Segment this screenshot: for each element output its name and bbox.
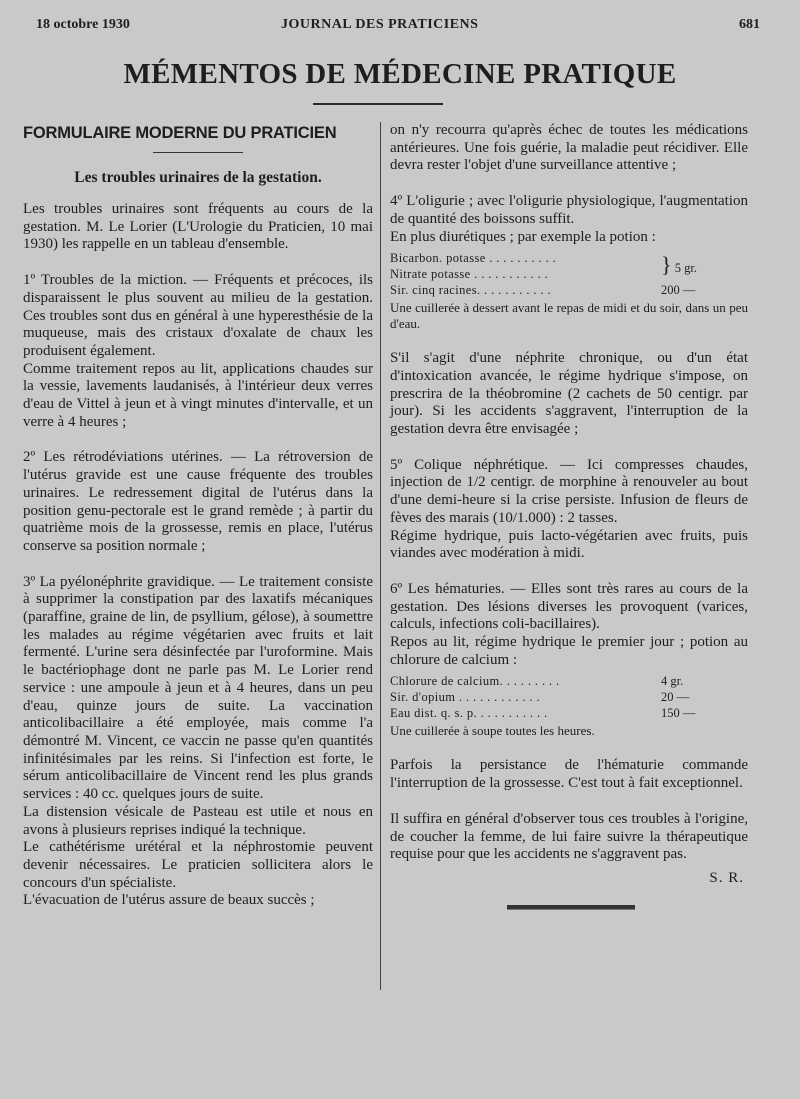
prescription-row: [390, 250, 697, 266]
paragraph-distension: La distension vésicale de Pasteau est utile et nous en avons à plusieurs reprises indiqué la technique.: [23, 803, 373, 838]
paragraph-retrodeviations: 2º Les rétrodéviations utérines. — La rétroversion de l'utérus gravide est une cause fréquente des troubles urinaires. Le redressement digital de l'utérus dans la position genu-pectorale est le grand remède ; à partir du quatrième mois de la grossesse, remis en place, l'utérus conserve sa position normale ;: [23, 449, 373, 554]
paragraph-oligurie: 4º L'oligurie ; avec l'oligurie physiologique, l'augmentation de quantité des boissons suffit.: [390, 193, 748, 227]
paragraph-conclusion: Il suffira en général d'observer tous ces troubles à l'origine, de coucher la femme, de lui faire suivre la thérapeutique requise pour que les accidents ne s'aggravent pas.: [390, 810, 748, 863]
left-column: [23, 122, 373, 910]
ingredient: Sir. d'opium . . . . . . . . . . . .: [390, 690, 540, 705]
journal-name: JOURNAL DES PRATICIENS: [281, 17, 479, 32]
ingredient: Bicarbon. potasse . . . . . . . . . .: [390, 251, 557, 266]
paragraph-hematuries: 6º Les hématuries. — Elles sont très rares au cours de la gestation. Des lésions diverses les provoquent (varices, calculs, infections coli-bacillaires).: [390, 580, 748, 633]
paragraph-diuretiques: En plus diurétiques ; par exemple la potion :: [390, 228, 656, 245]
paragraph-colique: 5º Colique néphrétique. — Ici compresses chaudes, injection de 1/2 centigr. de morphine à renouveler au bout d'une demi-heure si la crise persiste. Infusion de fleurs de fèves des marais (10/1.000) : 2 tasses.: [390, 456, 748, 526]
paragraph-catheterisme: Le cathétérisme urétéral et la néphrostomie peuvent devenir nécessaires. Le praticien sollicitera alors le concours d'un spécialiste.: [23, 839, 373, 891]
paragraph-pyelonephrite: 3º La pyélonéphrite gravidique. — Le traitement consiste à supprimer la constipation par des laxatifs mécaniques (paraffine, graine de lin, de psyllium, gélose), à soumettre les malades au régime végétarien avec fruits et lait fermenté. L'urine sera désinfectée par l'uroformine. Mais le bactériophage dont ne parle pas M. Le Lorier rend service : une ampoule à jeun et à 4 heures, dans un peu d'eau, quinze jours de suite. La vaccination anticolibacillaire a été employée, mais comme l'a démontré M. Vincent, ce vaccin ne passe qu'en quantités infinitésimales par les reins. Si l'infection est forte, le sérum anticolibacillaire de Vincent rend les plus grands services : 40 cc. quelques jours de suite.: [23, 573, 373, 803]
running-head: [36, 17, 760, 35]
prescription-row: [390, 282, 697, 298]
issue-date: 18 octobre 1930: [36, 17, 130, 32]
paragraph-regime: Régime hydrique, puis lacto-végétarien avec fruits, puis viandes avec modération à midi.: [390, 527, 748, 562]
ingredient: Chlorure de calcium. . . . . . . . .: [390, 674, 560, 689]
article-title: Les troubles urinaires de la gestation.: [74, 169, 322, 186]
paragraph-nephrite: S'il s'agit d'une néphrite chronique, ou d'un état d'intoxication avancée, le régime hydrique s'impose, on prescrira de la théobromine (2 cachets de 50 centigr. par jour). Si les accidents s'aggravent, l'interruption de la gestation devra être envisagée ;: [390, 350, 748, 438]
dose: 200 —: [661, 283, 696, 298]
intro-paragraph: Les troubles urinaires sont fréquents au cours de la gestation. M. Le Lorier (L'Urologie du Praticien, 10 mai 1930) les rappelle en un tableau d'ensemble.: [23, 201, 373, 253]
prescription-note: Une cuillerée à soupe toutes les heures.: [390, 723, 595, 739]
end-rule: [507, 905, 635, 910]
dose-shared: } 5 gr.: [661, 251, 697, 277]
author-signature: S. R.: [709, 869, 744, 886]
dose: 20 —: [661, 690, 690, 705]
paragraph-evacuation-cont: on n'y recourra qu'après échec de toutes les médications antérieures. Une fois guérie, la maladie peut récidiver. Elle devra rester l'objet d'une surveillance attentive ;: [390, 122, 748, 174]
prescription-calcium: [390, 673, 695, 721]
ingredient: Sir. cinq racines. . . . . . . . . . .: [390, 283, 552, 298]
title-rule: [313, 103, 443, 105]
prescription-row: [390, 689, 695, 705]
paragraph-miction-treatment: Comme traitement repos au lit, applications chaudes sur la vessie, lavements laudanisés, à l'intérieur deux verres d'eau de Vittel à jeun et à vingt minutes d'intervalle, et un verre à 4 heures ;: [23, 360, 373, 430]
section-rule: [153, 152, 243, 153]
prescription-note: Une cuillerée à dessert avant le repas de midi et du soir, dans un peu d'eau.: [390, 300, 748, 332]
dose: 150 —: [661, 706, 696, 721]
page-title: MÉMENTOS DE MÉDECINE PRATIQUE: [123, 58, 677, 90]
paragraph-repos: Repos au lit, régime hydrique le premier jour ; potion au chlorure de calcium :: [390, 634, 748, 668]
prescription-row: [390, 705, 695, 721]
ingredient: Eau dist. q. s. p. . . . . . . . . . .: [390, 706, 548, 721]
dose: 4 gr.: [661, 674, 684, 689]
section-title: FORMULAIRE MODERNE DU PRATICIEN: [23, 124, 337, 142]
paragraph-evacuation: L'évacuation de l'utérus assure de beaux succès ;: [23, 892, 315, 909]
prescription-row: [390, 673, 695, 689]
prescription-row: [390, 266, 697, 282]
ingredient: Nitrate potasse . . . . . . . . . . .: [390, 267, 549, 282]
prescription-diuretic: [390, 250, 697, 298]
paragraph-miction: 1º Troubles de la miction. — Fréquents et précoces, ils disparaissent le plus souvent au milieu de la gestation. Ces troubles sont dus en général à une hyperesthésie de la muqueuse, mais des cristaux d'oxalate de chaux les produisent également.: [23, 272, 373, 359]
right-column: [390, 122, 748, 910]
page-number: 681: [739, 17, 760, 32]
column-divider: [380, 122, 381, 990]
paragraph-persistance: Parfois la persistance de l'hématurie commande l'interruption de la grossesse. C'est tout à fait exceptionnel.: [390, 757, 748, 792]
